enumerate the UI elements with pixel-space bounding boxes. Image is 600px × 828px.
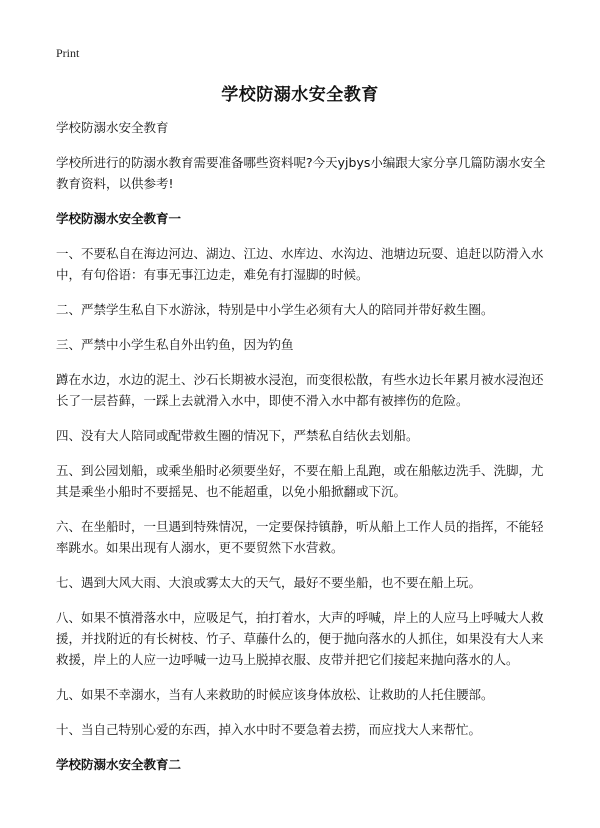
paragraph-item-10: 十、当自己特别心爱的东西，掉入水中时不要急着去捞，而应找大人来帮忙。 [56, 722, 482, 737]
article-intro: 学校所进行的防溺水教育需要准备哪些资料呢?今天yjbys小编跟大家分享几篇防溺水安全教育资料，以供参考! [56, 155, 546, 191]
article-subtitle: 学校防溺水安全教育 [56, 120, 169, 135]
paragraph-item-5: 五、到公园划船，或乘坐船时必须要坐好，不要在船上乱跑，或在船舷边洗手、洗脚，尤其是乘坐小船时不要摇晃、也不能超重，以免小船掀翻或下沉。 [56, 463, 544, 499]
section-heading-2: 学校防溺水安全教育二 [56, 757, 182, 772]
page-title: 学校防溺水安全教育 [221, 85, 379, 105]
paragraph-item-9: 九、如果不幸溺水，当有人来救助的时候应该身体放松、让救助的人托住腰部。 [56, 687, 494, 702]
paragraph-item-6: 六、在坐船时，一旦遇到特殊情况，一定要保持镇静，听从船上工作人员的指挥，不能轻率跳水。如果出现有人溺水，更不要贸然下水营救。 [56, 519, 544, 555]
paragraph-item-8: 八、如果不慎滑落水中，应吸足气，拍打着水，大声的呼喊，岸上的人应马上呼喊大人救援，并找附近的有长树枝、竹子、草藤什么的，便于抛向落水的人抓住，如果没有大人来救援，岸上的人应一边呼喊一边马上脱掉衣服、皮带并把它们接起来抛向落水的人。 [56, 610, 544, 667]
paragraph-item-4: 四、没有大人陪同或配带救生圈的情况下，严禁私自结伙去划船。 [56, 428, 419, 443]
paragraph-item-2: 二、严禁学生私自下水游泳，特别是中小学生必须有大人的陪同并带好救生圈。 [56, 302, 494, 317]
paragraph-item-7: 七、遇到大风大雨、大浪或雾太大的天气，最好不要坐船，也不要在船上玩。 [56, 575, 482, 590]
article-body [56, 117, 550, 789]
paragraph-item-3-detail: 蹲在水边，水边的泥土、沙石长期被水浸泡，而变很松散，有些水边长年累月被水浸泡还长了一层苔藓，一踩上去就滑入水中，即使不滑入水中都有被摔伤的危险。 [56, 372, 544, 408]
section-heading-1: 学校防溺水安全教育一 [56, 211, 182, 226]
paragraph-item-3: 三、严禁中小学生私自外出钓鱼，因为钓鱼 [56, 337, 294, 352]
print-link[interactable]: Print [56, 46, 80, 60]
paragraph-item-1: 一、不要私自在海边河边、湖边、江边、水库边、水沟边、池塘边玩耍、追赶以防滑入水中，有句俗语：有事无事江边走，难免有打湿脚的时候。 [56, 246, 544, 282]
